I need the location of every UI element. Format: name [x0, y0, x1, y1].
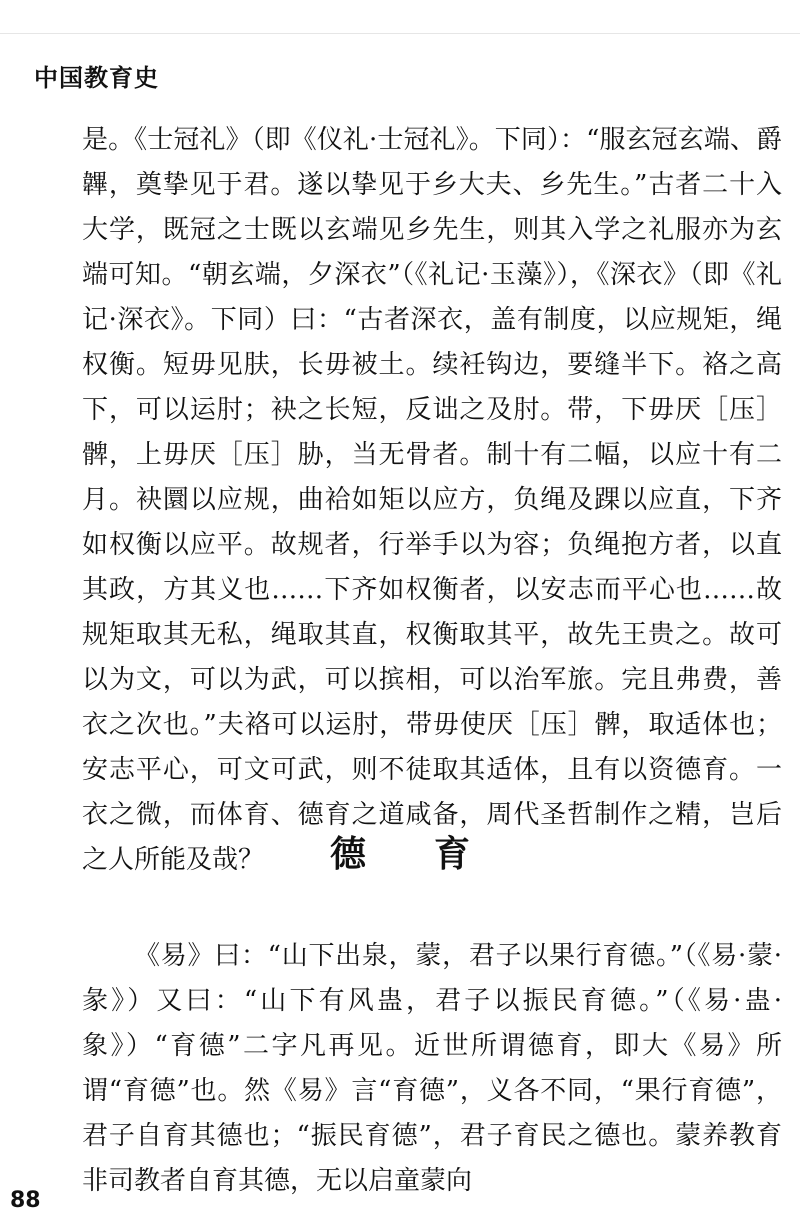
page-number: 88	[10, 1188, 41, 1213]
paragraph-text: 是。《士冠礼》（即《仪礼·士冠礼》。下同）：“服玄冠玄端、爵韠，奠挚见于君。遂以挚见于乡大夫、乡先生。”古者二十入大学，既冠之士既以玄端见乡先生，则其入学之礼服亦为玄端可知。“朝玄端，夕深衣”（《礼记·玉藻》），《深衣》（即《礼记·深衣》。下同）曰：“古者深衣，盖有制度，以应规矩，绳权衡。短毋见肤，长毋被土。续衽钩边，要缝半下。袼之高下，可以运肘；袂之长短，反诎之及肘。带，下毋厌［压］髀，上毋厌［压］胁，当无骨者。制十有二幅，以应十有二月。袂圜以应规，曲袷如矩以应方，负绳及踝以应直，下齐如权衡以应平。故规者，行举手以为容；负绳抱方者，以直其政，方其义也……下齐如权衡者，以安志而平心也……故规矩取其无私，绳取其直，权衡取其平，故先王贵之。故可以为文，可以为武，可以摈相，可以治军旅。完且弗费，善衣之次也。”夫袼可以运肘，带毋使厌［压］髀，取适体也；安志平心，可文可武，则不徒取其适体，且有以资德育。一衣之微，而体育、德育之道咸备，周代圣哲制作之精，岂后之人所能及哉？	[82, 125, 782, 875]
running-head-book-title: 中国教育史	[34, 63, 159, 92]
paragraph-text: 《易》曰：“山下出泉，蒙，君子以果行育德。”（《易·蒙·彖》）又曰：“山下有风蛊，君子以振民育德。”（《易·蛊·象》）“育德”二字凡再见。近世所谓德育，即大《易》所谓“育德”也。然《易》言“育德”，义各不同，“果行育德”，君子自育其德也；“振民育德”，君子育民之德也。蒙养教育非司教者自育其德，无以启童蒙向	[82, 941, 782, 1196]
top-border-rule	[0, 33, 800, 34]
body-paragraph-moral-education	[82, 934, 782, 1204]
body-paragraph-clothing-rites	[82, 118, 782, 883]
section-heading-moral-education: 德育	[329, 834, 538, 875]
